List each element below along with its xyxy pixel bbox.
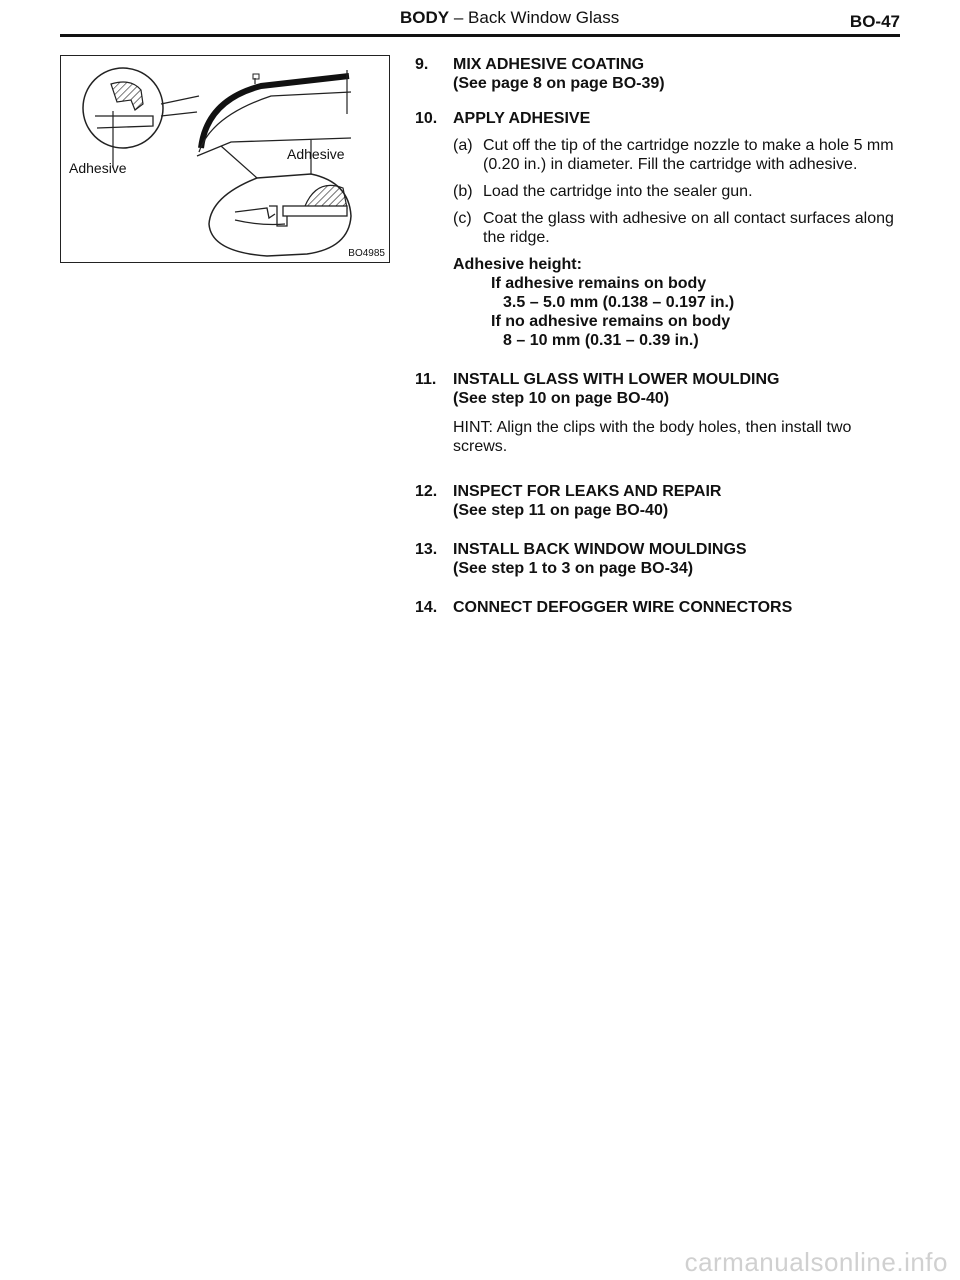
step-10 — [415, 109, 905, 350]
step-title: INSTALL BACK WINDOW MOULDINGS — [453, 541, 747, 558]
header-section: BODY — [400, 8, 450, 27]
step-14 — [415, 598, 905, 617]
spec-value-1: 3.5 – 5.0 mm (0.138 – 0.197 in.) — [503, 294, 735, 311]
procedure-steps — [415, 55, 905, 617]
header-subsection: Back Window Glass — [468, 8, 620, 27]
step-reference: (See step 11 on page BO-40) — [453, 502, 669, 519]
header-separator: – — [449, 8, 469, 27]
adhesive-label-right: Adhesive — [287, 146, 345, 162]
step-reference: (See step 1 to 3 on page BO-34) — [453, 560, 694, 577]
spec-condition-1: If adhesive remains on body — [491, 275, 707, 292]
step-number: 9. — [415, 56, 429, 73]
step-title: INSTALL GLASS WITH LOWER MOULDING — [453, 371, 780, 388]
step-number: 12. — [415, 483, 438, 500]
substep-label: (a) — [453, 137, 473, 154]
page-number: BO-47 — [849, 12, 900, 31]
adhesive-label-left: Adhesive — [69, 160, 127, 176]
header-title — [400, 8, 619, 28]
substep-b — [453, 182, 905, 201]
step-title: CONNECT DEFOGGER WIRE CONNECTORS — [453, 599, 793, 616]
step-reference: (See page 8 on page BO-39) — [453, 75, 665, 92]
spec-heading: Adhesive height: — [453, 256, 582, 273]
header-rule — [60, 34, 900, 37]
step-title: APPLY ADHESIVE — [453, 110, 591, 127]
page-header — [60, 0, 900, 40]
figure-code: BO4985 — [348, 248, 385, 259]
substep-text: Coat the glass with adhesive on all contact surfaces along the ridge. — [483, 210, 894, 246]
step-number: 10. — [415, 110, 438, 127]
step-13 — [415, 540, 905, 578]
substep-label: (b) — [453, 183, 473, 200]
left-detail-circle — [83, 68, 163, 148]
step-number: 13. — [415, 541, 438, 558]
step-reference: (See step 10 on page BO-40) — [453, 390, 670, 407]
substep-label: (c) — [453, 210, 472, 227]
step-12 — [415, 482, 905, 520]
glass-edge — [201, 76, 349, 148]
step-title: INSPECT FOR LEAKS AND REPAIR — [453, 483, 722, 500]
adhesive-illustration — [60, 55, 390, 263]
substep-a — [453, 136, 905, 174]
step-title: MIX ADHESIVE COATING — [453, 56, 645, 73]
step-9 — [415, 55, 905, 93]
step-number: 11. — [415, 371, 437, 388]
watermark: carmanualsonline.info — [684, 1247, 948, 1277]
substep-text: Cut off the tip of the cartridge nozzle to make a hole 5 mm (0.20 in.) in diameter. Fill the cartridge with adhesive. — [483, 137, 894, 173]
step-number: 14. — [415, 599, 438, 616]
substep-c — [453, 209, 905, 247]
spec-value-2: 8 – 10 mm (0.31 – 0.39 in.) — [503, 332, 699, 349]
step-11 — [415, 370, 905, 456]
spec-condition-2: If no adhesive remains on body — [491, 313, 731, 330]
adhesive-height-spec — [453, 255, 905, 350]
substep-text: Load the cartridge into the sealer gun. — [483, 183, 753, 200]
hint-text: HINT: Align the clips with the body holes, then install two screws. — [453, 419, 852, 455]
